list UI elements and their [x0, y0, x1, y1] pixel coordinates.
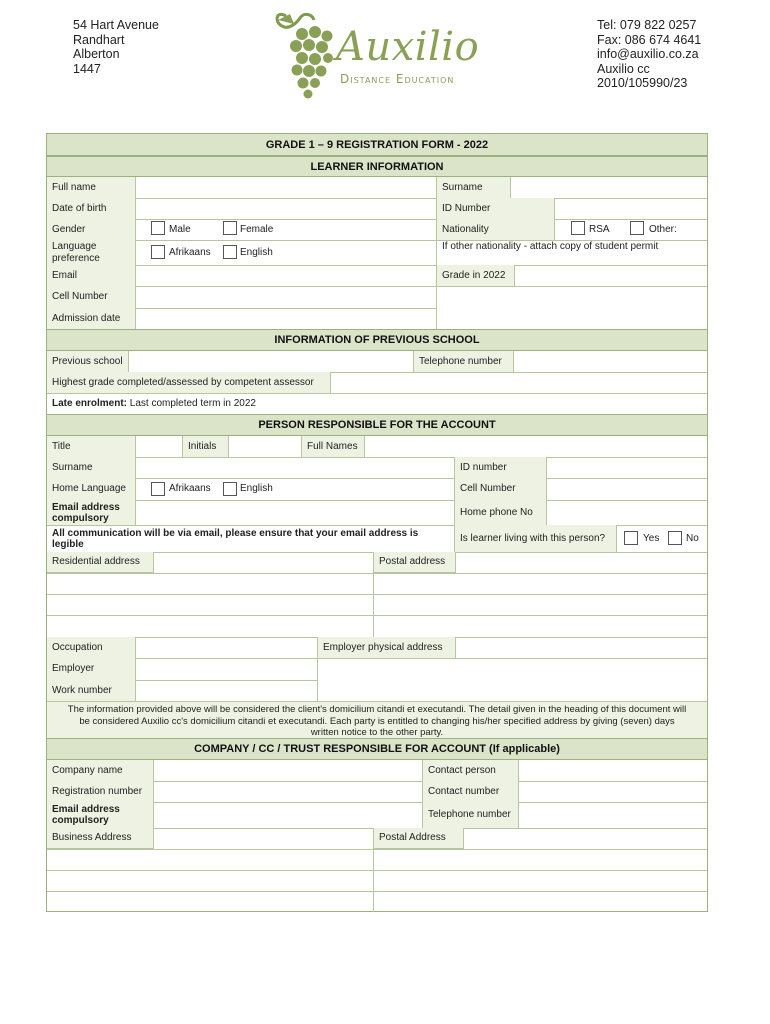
title-label: Title: [47, 436, 136, 457]
account-id-label: ID number: [455, 457, 547, 478]
residential-address-label: Residential address: [47, 552, 154, 573]
account-surname-input[interactable]: [136, 457, 454, 478]
male-checkbox[interactable]: [151, 221, 165, 235]
account-afrikaans-label: Afrikaans: [169, 483, 211, 494]
home-language-label: Home Language: [47, 478, 136, 500]
title-input[interactable]: [136, 436, 182, 457]
surname-input[interactable]: [511, 177, 707, 198]
account-heading: PERSON RESPONSIBLE FOR THE ACCOUNT: [47, 414, 707, 436]
late-enrolment-row: [47, 393, 707, 414]
yes-label: Yes: [643, 532, 660, 544]
contact-person-label: Contact person: [423, 760, 519, 781]
company-email-input[interactable]: [154, 802, 422, 828]
home-phone-label: Home phone No: [455, 500, 547, 525]
living-yes-checkbox[interactable]: [624, 531, 638, 545]
contact-number-label: Contact number: [423, 781, 519, 802]
account-surname-label: Surname: [47, 457, 136, 478]
previous-telephone-input[interactable]: [514, 351, 707, 372]
dob-input[interactable]: [136, 198, 437, 219]
registration-number-label: Registration number: [47, 781, 154, 802]
contact-line: Auxilio cc: [597, 61, 650, 76]
initials-input[interactable]: [229, 436, 301, 457]
work-number-label: Work number: [47, 680, 136, 702]
address-line: Alberton: [73, 47, 120, 62]
email-label: Email: [47, 265, 136, 286]
occupation-label: Occupation: [47, 637, 136, 658]
postal-address-label: Postal address: [374, 552, 456, 573]
afrikaans-checkbox[interactable]: [151, 245, 165, 259]
domicilium-note: The information provided above will be considered the client's domicilium citandi et executandi. The detail given in the heading of this document will be considered Auxilio cc's domicilium citandi et executandi. Each party is entitled to changing his/her specified address by giving (seven) days written notice to the other party.: [47, 702, 707, 738]
employer-address-label: Employer physical address: [318, 637, 456, 658]
dob-label: Date of birth: [47, 198, 136, 219]
company-postal-label: Postal Address: [374, 828, 464, 849]
full-name-input[interactable]: [136, 177, 437, 198]
business-address-input[interactable]: [154, 828, 373, 849]
company-name-label: Company name: [47, 760, 154, 781]
other-nationality-note: If other nationality - attach copy of student permit: [442, 241, 659, 252]
grade-input[interactable]: [515, 265, 707, 286]
female-label: Female: [240, 223, 274, 235]
full-name-label: Full name: [47, 177, 136, 198]
form-title: GRADE 1 – 9 REGISTRATION FORM - 2022: [47, 134, 707, 156]
id-number-input[interactable]: [555, 198, 707, 219]
living-with-label: Is learner living with this person?: [455, 525, 617, 552]
company-postal-input[interactable]: [464, 828, 707, 849]
address-line: Randhart: [73, 32, 125, 47]
highest-grade-input[interactable]: [331, 372, 707, 393]
employer-label: Employer: [47, 658, 136, 680]
cell-number-label: Cell Number: [47, 286, 136, 308]
rsa-label: RSA: [589, 223, 610, 235]
previous-school-input[interactable]: [129, 351, 413, 372]
account-english-label: English: [240, 483, 273, 494]
account-afrikaans-checkbox[interactable]: [151, 482, 165, 496]
residential-address-input[interactable]: [154, 552, 373, 573]
contact-line: Fax: 086 674 4641: [597, 32, 702, 47]
grade-label: Grade in 2022: [437, 265, 515, 286]
company-telephone-label: Telephone number: [423, 802, 519, 828]
highest-grade-label: Highest grade completed/assessed by competent assessor: [47, 372, 331, 393]
work-number-input[interactable]: [136, 680, 317, 702]
logo-wordmark: Auxilio: [336, 24, 480, 70]
company-telephone-input[interactable]: [519, 802, 707, 828]
auxilio-logo: [272, 8, 512, 100]
previous-school-heading: INFORMATION OF PREVIOUS SCHOOL: [47, 329, 707, 351]
id-number-label: ID Number: [437, 198, 555, 219]
account-id-input[interactable]: [547, 457, 707, 478]
gender-label: Gender: [47, 219, 136, 240]
initials-label: Initials: [183, 436, 229, 457]
account-email-input[interactable]: [136, 500, 454, 525]
occupation-input[interactable]: [136, 637, 317, 658]
account-cell-label: Cell Number: [455, 478, 547, 500]
late-enrolment-value: Last completed term in 2022: [129, 397, 256, 409]
other-label: Other:: [649, 223, 677, 235]
other-nationality-checkbox[interactable]: [630, 221, 644, 235]
contact-person-input[interactable]: [519, 760, 707, 781]
admission-date-label: Admission date: [47, 308, 136, 329]
previous-telephone-label: Telephone number: [414, 351, 514, 372]
language-label: Language preference: [47, 240, 136, 265]
registration-form: [46, 133, 708, 912]
contact-details: [597, 18, 701, 91]
registration-number-input[interactable]: [154, 781, 422, 802]
company-email-label: Email address compulsory: [47, 802, 154, 828]
address-line: 1447: [73, 61, 101, 76]
account-cell-input[interactable]: [547, 478, 707, 500]
email-input[interactable]: [136, 265, 437, 286]
rsa-checkbox[interactable]: [571, 221, 585, 235]
nationality-label: Nationality: [437, 219, 555, 240]
logo-subtitle: Distance Education: [340, 72, 455, 86]
sender-address: [73, 18, 159, 76]
employer-input[interactable]: [136, 658, 317, 680]
cell-number-input[interactable]: [136, 286, 437, 308]
postal-address-input[interactable]: [456, 552, 707, 573]
contact-line: Tel: 079 822 0257: [597, 18, 697, 32]
english-label: English: [240, 246, 273, 258]
company-name-input[interactable]: [154, 760, 422, 781]
learner-heading: LEARNER INFORMATION: [47, 156, 707, 177]
employer-address-input[interactable]: [456, 637, 707, 658]
surname-label: Surname: [437, 177, 511, 198]
business-address-label: Business Address: [47, 828, 154, 849]
late-enrolment-label: Late enrolment:: [52, 397, 128, 409]
full-names-label: Full Names: [302, 436, 365, 457]
full-names-input[interactable]: [365, 436, 707, 457]
company-heading: COMPANY / CC / TRUST RESPONSIBLE FOR ACCOUNT (If applicable): [47, 738, 707, 760]
address-line: 54 Hart Avenue: [73, 18, 159, 32]
home-phone-input[interactable]: [547, 500, 707, 525]
communication-note: All communication will be via email, please ensure that your email address is legible: [52, 527, 419, 550]
account-email-label: Email address compulsory: [47, 500, 136, 525]
grape-vine-icon: [272, 8, 342, 100]
contact-number-input[interactable]: [519, 781, 707, 802]
contact-line: 2010/105990/23: [597, 76, 688, 91]
no-label: No: [686, 532, 699, 544]
afrikaans-label: Afrikaans: [169, 246, 211, 258]
contact-line: info@auxilio.co.za: [597, 47, 699, 62]
previous-school-label: Previous school: [47, 351, 129, 372]
male-label: Male: [169, 223, 191, 235]
living-no-checkbox[interactable]: [668, 531, 682, 545]
admission-date-input[interactable]: [136, 308, 437, 329]
